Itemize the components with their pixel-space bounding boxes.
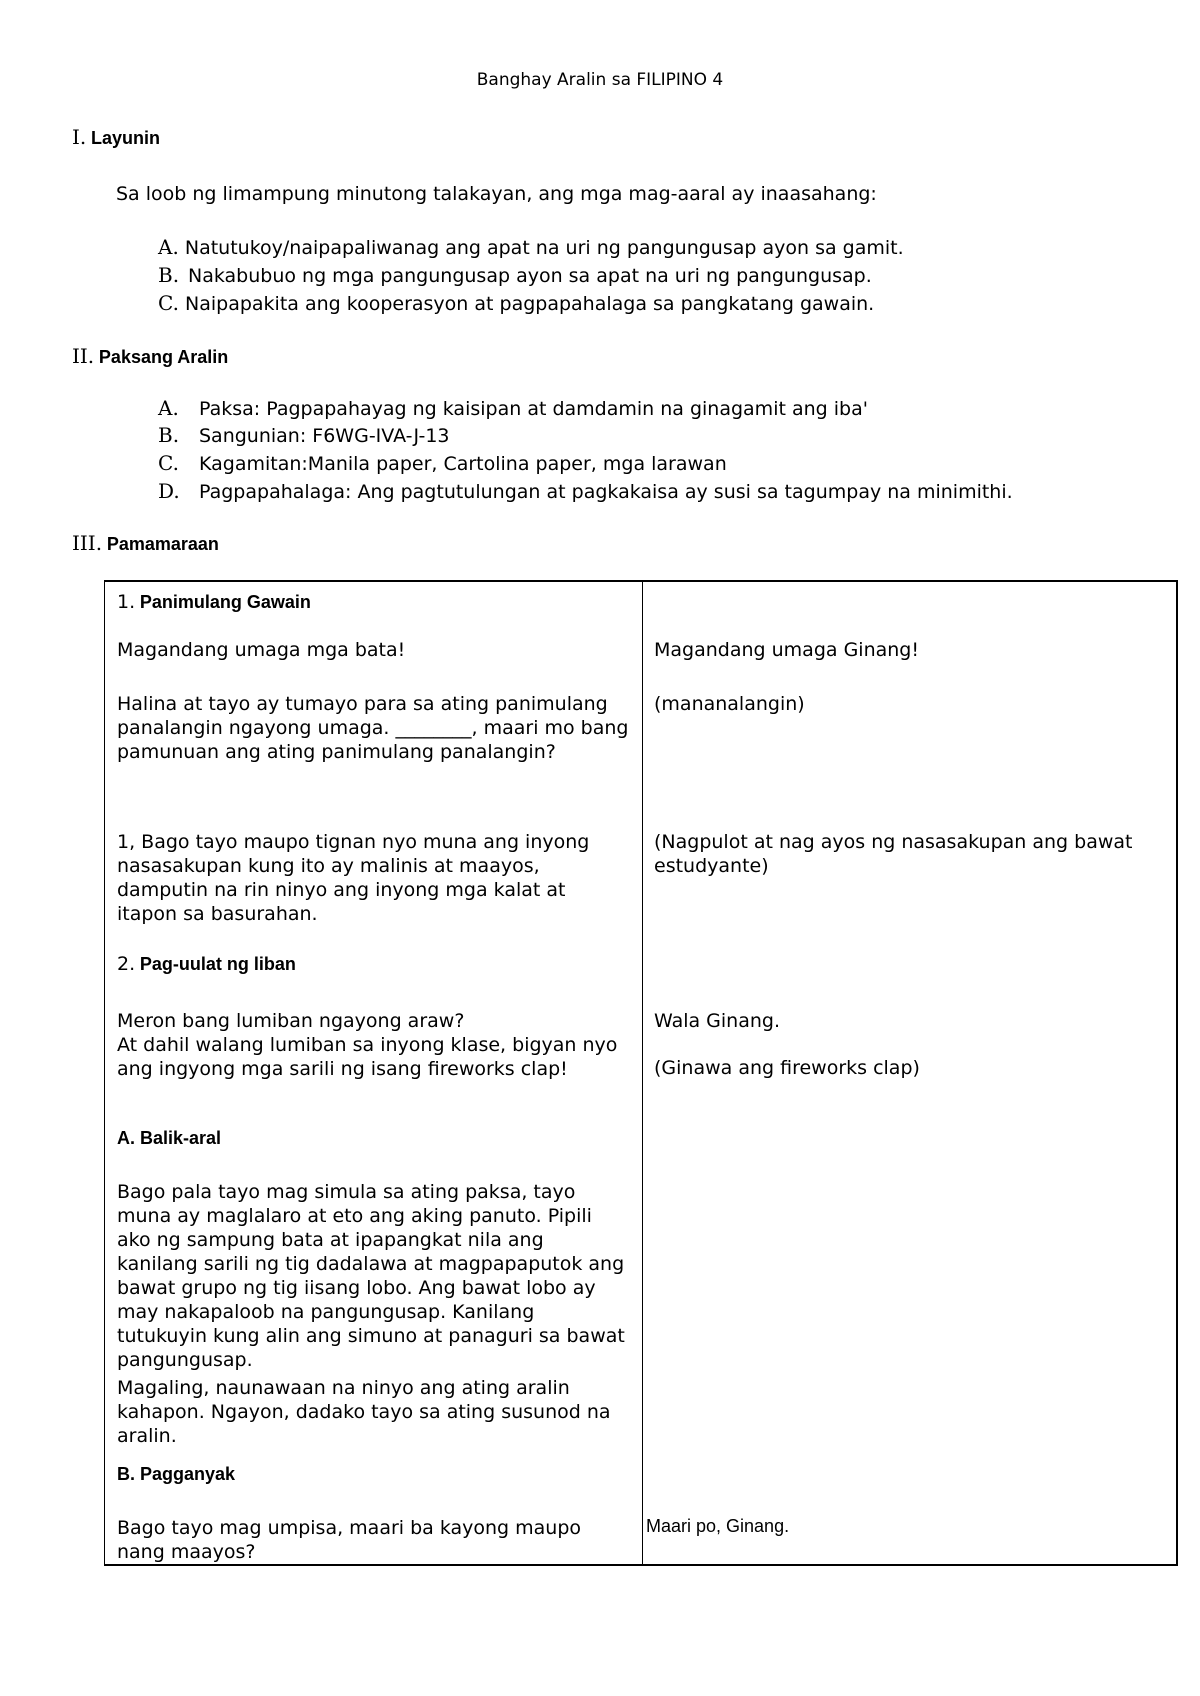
item-text: Naipapakita ang kooperasyon at pagpapahalaga sa pangkatang gawain.	[185, 293, 875, 315]
item-text: Natutukoy/naipapaliwanag ang apat na uri ng pangungusap ayon sa gamit.	[184, 237, 904, 259]
item-text: Kagamitan:Manila paper, Cartolina paper, mga larawan	[199, 453, 727, 475]
section-layunin-heading	[72, 125, 160, 150]
paksa-item-c	[158, 451, 727, 475]
item-text: Sangunian: F6WG-IVA-J-13	[199, 425, 450, 447]
section-paksang-aralin-heading	[72, 344, 228, 369]
student-attendance-response: Wala Ginang.	[654, 1010, 781, 1032]
item-letter: A.	[158, 396, 179, 420]
item-letter: A.	[158, 235, 179, 259]
item-letter: B.	[158, 263, 180, 287]
heading-balik-aral: A. Balik-aral	[117, 1128, 222, 1148]
layunin-item-c	[158, 291, 874, 315]
section-label: Layunin	[91, 128, 161, 148]
item-text: Nakabubuo ng mga pangungusap ayon sa apat na uri ng pangungusap.	[188, 265, 872, 287]
teacher-attendance-prompt: Meron bang lumiban ngayong araw? At dahil walang lumiban sa inyong klase, bigyan nyo ang ingyong mga sarili ng isang fireworks clap!	[117, 1010, 618, 1080]
column-divider	[642, 582, 643, 1564]
item-letter: C.	[158, 291, 179, 315]
teacher-prayer-prompt: Halina at tayo ay tumayo para sa ating panimulang panalangin ngayong umaga. ________, maari mo bang pamunuan ang ating panimulang panalangin?	[117, 693, 629, 763]
heading-pag-uulat-ng-liban	[117, 952, 629, 977]
layunin-item-a	[158, 235, 904, 259]
section-pamamaraan-heading	[72, 531, 219, 556]
procedure-table	[104, 580, 1178, 1566]
teacher-sit-prompt: Bago tayo mag umpisa, maari ba kayong maupo nang maayos?	[117, 1517, 582, 1563]
heading-number: 2.	[117, 953, 136, 975]
heading-number: 1.	[117, 591, 136, 613]
student-prayer-response: (mananalangin)	[654, 693, 805, 715]
student-greeting: Magandang umaga Ginang!	[654, 639, 919, 661]
paksa-item-a	[158, 396, 868, 420]
heading-label: Pag-uulat ng liban	[139, 954, 296, 974]
heading-label: Panimulang Gawain	[139, 592, 311, 612]
document-title: Banghay Aralin sa FILIPINO 4	[476, 70, 724, 90]
heading-panimulang-gawain	[117, 590, 629, 615]
section-number: I.	[72, 125, 87, 149]
item-letter: D.	[158, 479, 180, 503]
student-clap-response: (Ginawa ang fireworks clap)	[654, 1057, 920, 1079]
section-number: II.	[72, 344, 95, 368]
teacher-review-instructions: Bago pala tayo mag simula sa ating paksa, tayo muna ay maglalaro at eto ang aking panuto. Pipili ako ng sampung bata at ipapangkat nila ang kanilang sarili ng tig dadalawa at magpapaputok ang bawat grupo ng tig iisang lobo. Ang bawat lobo ay may nakapaloob na pangungusap. Kanilang tutukuyin kung alin ang simuno at panaguri sa bawat pangungusap.	[117, 1181, 625, 1371]
item-letter: C.	[158, 451, 179, 475]
section-label: Pamamaraan	[106, 534, 219, 554]
teacher-review-closing: Magaling, naunawaan na ninyo ang ating aralin kahapon. Ngayon, dadako tayo sa ating susunod na aralin.	[117, 1377, 611, 1447]
teacher-greeting: Magandang umaga mga bata!	[117, 639, 406, 661]
item-text: Paksa: Pagpapahayag ng kaisipan at damdamin na ginagamit ang iba'	[199, 398, 868, 420]
heading-pagganyak: B. Pagganyak	[117, 1464, 236, 1484]
student-sit-response: Maari po, Ginang.	[646, 1516, 790, 1536]
layunin-item-b	[158, 263, 872, 287]
paksa-item-b	[158, 423, 450, 447]
item-text: Pagpapahalaga: Ang pagtutulungan at pagkakaisa ay susi sa tagumpay na minimithi.	[199, 481, 1013, 503]
section-number: III.	[72, 531, 103, 555]
paksa-item-d	[158, 479, 1013, 503]
item-letter: B.	[158, 423, 180, 447]
student-cleanup-response: (Nagpulot at nag ayos ng nasasakupan ang bawat estudyante)	[654, 831, 1133, 877]
teacher-cleanup-prompt: 1, Bago tayo maupo tignan nyo muna ang inyong nasasakupan kung ito ay malinis at maayos, damputin na rin ninyo ang inyong mga kalat at itapon sa basurahan.	[117, 831, 590, 925]
section-label: Paksang Aralin	[98, 347, 229, 367]
layunin-intro: Sa loob ng limampung minutong talakayan, ang mga mag-aaral ay inaasahang:	[116, 183, 877, 205]
